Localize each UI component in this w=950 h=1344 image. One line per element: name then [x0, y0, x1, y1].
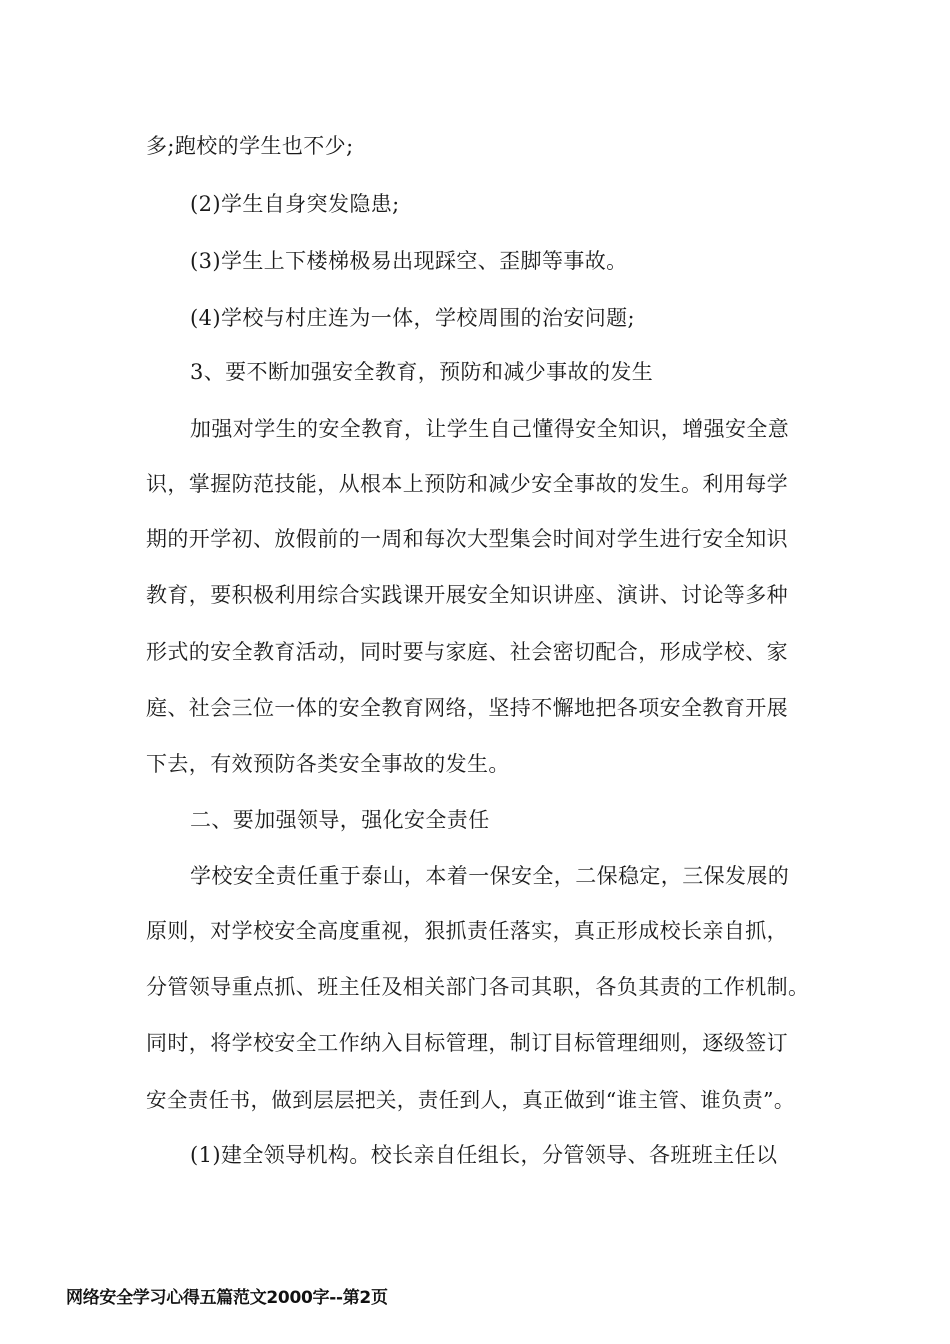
text-line: 学校安全责任重于泰山，本着一保安全，二保稳定，三保发展的	[190, 864, 790, 888]
page-footer: 网络安全学习心得五篇范文2000字--第2页	[66, 1288, 388, 1308]
text-line: 识，掌握防范技能，从根本上预防和减少安全事故的发生。利用每学	[146, 472, 788, 496]
text-line: (4)学校与村庄连为一体，学校周围的治安问题;	[190, 306, 636, 330]
text-line: 教育，要积极利用综合实践课开展安全知识讲座、演讲、讨论等多种	[146, 583, 788, 607]
text-line: (2)学生自身突发隐患;	[190, 192, 400, 216]
text-line: 多;跑校的学生也不少;	[146, 134, 354, 158]
section-heading: 3、要不断加强安全教育，预防和减少事故的发生	[190, 360, 654, 384]
text-line: 原则，对学校安全高度重视，狠抓责任落实，真正形成校长亲自抓，	[146, 919, 788, 943]
text-line: 安全责任书，做到层层把关，责任到人，真正做到“谁主管、谁负责”。	[146, 1088, 795, 1112]
text-line: (1)建全领导机构。校长亲自任组长，分管领导、各班班主任以	[190, 1143, 778, 1167]
text-line: 期的开学初、放假前的一周和每次大型集会时间对学生进行安全知识	[146, 527, 788, 551]
text-line: 庭、社会三位一体的安全教育网络，坚持不懈地把各项安全教育开展	[146, 696, 788, 720]
text-line: 下去，有效预防各类安全事故的发生。	[146, 752, 510, 776]
text-line: 分管领导重点抓、班主任及相关部门各司其职，各负其责的工作机制。	[146, 975, 810, 999]
text-line: 形式的安全教育活动，同时要与家庭、社会密切配合，形成学校、家	[146, 640, 788, 664]
text-line: 加强对学生的安全教育，让学生自己懂得安全知识，增强安全意	[190, 417, 790, 441]
text-line: 同时，将学校安全工作纳入目标管理，制订目标管理细则，逐级签订	[146, 1031, 788, 1055]
text-line: (3)学生上下楼梯极易出现踩空、歪脚等事故。	[190, 249, 628, 273]
section-heading: 二、要加强领导，强化安全责任	[190, 808, 490, 832]
